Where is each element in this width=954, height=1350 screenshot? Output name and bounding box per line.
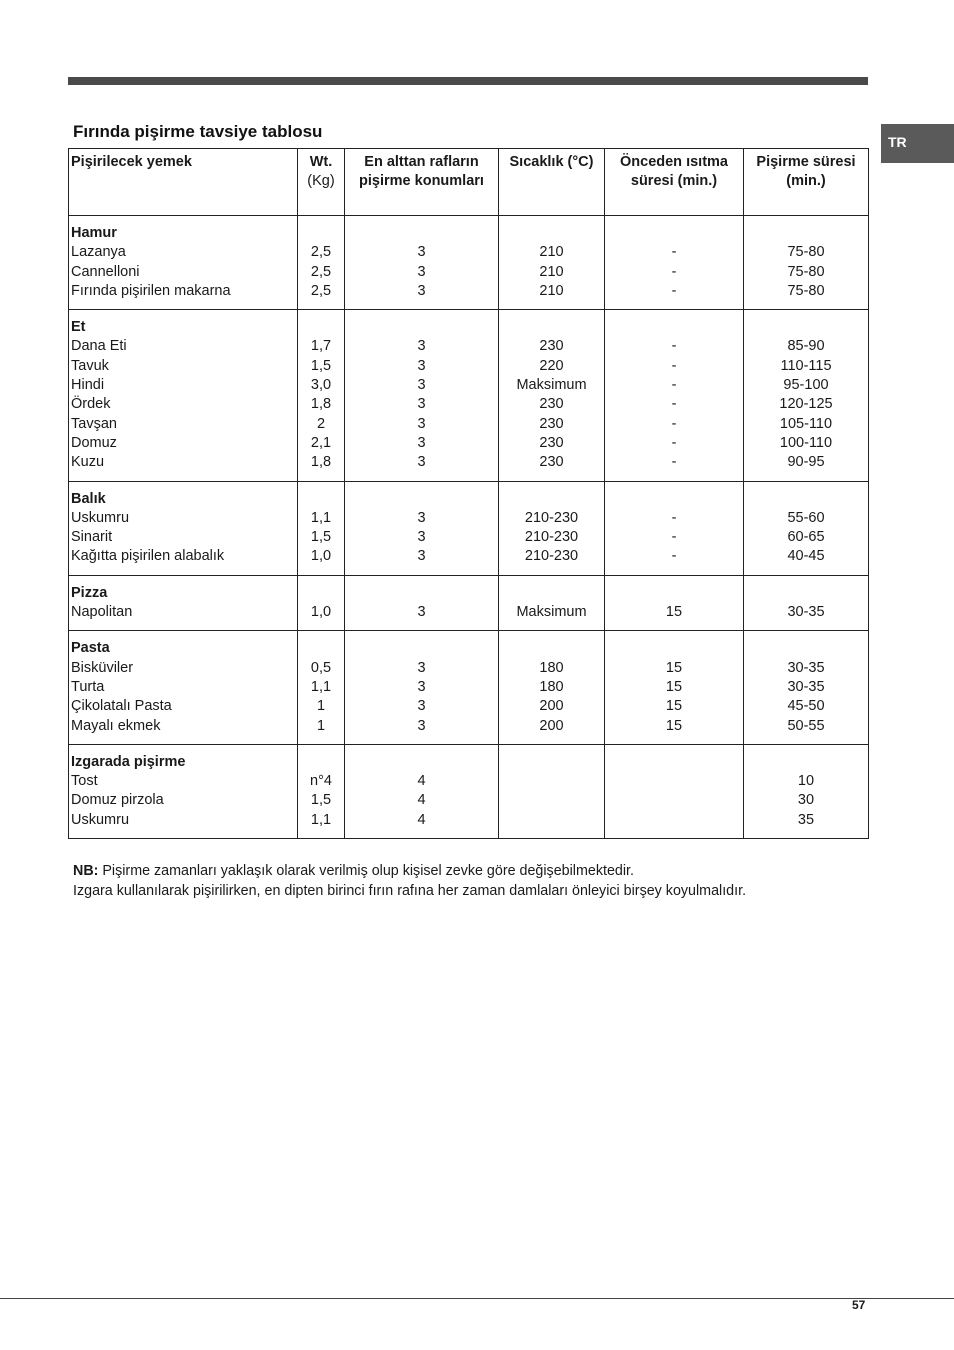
- temperature-value: 180: [539, 678, 564, 695]
- preheat-value: [605, 772, 743, 791]
- food-name: Mayalı ekmek: [71, 717, 161, 734]
- header-preheat: Önceden ısıtma süresi (min.): [605, 149, 744, 216]
- food-name: Tavşan: [71, 415, 117, 432]
- cooking-time-value: 85-90: [787, 338, 825, 355]
- preheat-value: [605, 791, 743, 810]
- rack-cell: [345, 744, 499, 838]
- food-name: Domuz: [71, 434, 117, 451]
- weight-value: 1,5: [310, 529, 332, 546]
- temperature-value: 230: [539, 338, 564, 355]
- rack-value: 3: [417, 698, 426, 715]
- weight-value: 1,8: [310, 396, 332, 413]
- weight-value: 1,1: [310, 509, 332, 526]
- food-name: Kuzu: [71, 454, 105, 471]
- food-name: Domuz pirzola: [71, 792, 164, 809]
- rack-value: 3: [417, 282, 426, 299]
- temperature-value: 230: [539, 415, 564, 432]
- rack-value: 3: [417, 717, 426, 734]
- temperature-value: [499, 791, 604, 810]
- rack-value: 3: [417, 678, 426, 695]
- food-cell: [69, 744, 298, 838]
- rack-value: 3: [417, 529, 426, 546]
- cooking-time-value: 30: [797, 792, 815, 809]
- preheat-value: -: [671, 529, 677, 546]
- cooking-time-value: 30-35: [787, 604, 825, 621]
- cooking-time-value: 90-95: [787, 454, 825, 471]
- food-name: Ördek: [71, 396, 111, 413]
- temperature-value: Maksimum: [516, 604, 587, 621]
- rack-cell: [345, 310, 499, 481]
- weight-value: 1,1: [310, 811, 332, 828]
- cooking-time-cell: [744, 481, 869, 575]
- cooking-time-value: 55-60: [787, 509, 825, 526]
- cooking-time-value: 95-100: [783, 377, 829, 394]
- temperature-value: 200: [539, 717, 564, 734]
- note-line-1: [73, 862, 746, 882]
- temperature-value: 180: [539, 659, 564, 676]
- weight-cell: [298, 575, 345, 631]
- rack-cell: [345, 216, 499, 310]
- header-weight-unit: (Kg): [307, 173, 335, 189]
- temperature-value: 220: [539, 357, 564, 374]
- weight-value: 2,5: [310, 244, 332, 261]
- preheat-cell: [605, 631, 744, 744]
- rack-value: 3: [417, 377, 426, 394]
- preheat-value: -: [671, 282, 677, 299]
- bottom-rule: [0, 1298, 954, 1299]
- food-name: Tost: [71, 773, 98, 790]
- preheat-value: 15: [665, 698, 683, 715]
- weight-value: 1,0: [310, 604, 332, 621]
- temperature-value: 210: [539, 282, 564, 299]
- rack-value: 3: [417, 659, 426, 676]
- rack-value: 4: [417, 792, 426, 809]
- food-name: Bisküviler: [71, 659, 134, 676]
- food-name: Cannelloni: [71, 263, 140, 280]
- food-cell: [69, 481, 298, 575]
- rack-value: 3: [417, 509, 426, 526]
- temperature-value: Maksimum: [516, 377, 587, 394]
- preheat-value: -: [671, 396, 677, 413]
- weight-value: 1,5: [310, 357, 332, 374]
- preheat-value: -: [671, 509, 677, 526]
- weight-value: 0,5: [310, 659, 332, 676]
- rack-value: 3: [417, 396, 426, 413]
- preheat-value: -: [671, 454, 677, 471]
- top-rule: [68, 77, 868, 85]
- temperature-value: [499, 772, 604, 791]
- food-cell: [69, 575, 298, 631]
- note-text-1: Pişirme zamanları yaklaşık olarak verilmiş olup kişisel zevke göre değişebilmektedir.: [98, 863, 634, 879]
- food-name: Çikolatalı Pasta: [71, 698, 172, 715]
- cooking-time-value: 105-110: [779, 415, 833, 432]
- temperature-value: 210-230: [524, 548, 579, 565]
- weight-value: 2,5: [310, 282, 332, 299]
- cooking-time-value: 30-35: [787, 659, 825, 676]
- preheat-value: -: [671, 415, 677, 432]
- cooking-time-cell: [744, 631, 869, 744]
- header-temperature: Sıcaklık (°C): [499, 149, 605, 216]
- weight-cell: [298, 631, 345, 744]
- cooking-time-value: 45-50: [787, 698, 825, 715]
- header-rack: En alttan rafların pişirme konumları: [345, 149, 499, 216]
- header-food: Pişirilecek yemek: [69, 149, 298, 216]
- cooking-time-value: 40-45: [787, 548, 825, 565]
- food-name: Napolitan: [71, 604, 133, 621]
- rack-value: 3: [417, 434, 426, 451]
- temperature-cell: [499, 744, 605, 838]
- food-name: Turta: [71, 678, 105, 695]
- weight-cell: [298, 744, 345, 838]
- rack-cell: [345, 631, 499, 744]
- weight-value: 1,7: [310, 338, 332, 355]
- preheat-cell: [605, 481, 744, 575]
- rack-value: 4: [417, 773, 426, 790]
- preheat-value: [605, 811, 743, 830]
- weight-cell: [298, 481, 345, 575]
- weight-value: 1,0: [310, 548, 332, 565]
- food-name: Sinarit: [71, 529, 113, 546]
- cooking-time-value: 100-110: [779, 434, 833, 451]
- temperature-value: 230: [539, 454, 564, 471]
- temperature-value: [499, 811, 604, 830]
- weight-value: 1,1: [310, 678, 332, 695]
- cooking-time-value: 60-65: [787, 529, 825, 546]
- food-name: Dana Eti: [71, 338, 127, 355]
- temperature-value: 210-230: [524, 509, 579, 526]
- food-name: Uskumru: [71, 811, 130, 828]
- food-name: Lazanya: [71, 244, 126, 261]
- header-cooking-time: Pişirme süresi (min.): [744, 149, 869, 216]
- preheat-value: -: [671, 548, 677, 565]
- temperature-value: 230: [539, 396, 564, 413]
- nb-label: NB:: [73, 863, 99, 879]
- notes: [73, 862, 746, 901]
- rack-cell: [345, 575, 499, 631]
- cooking-time-value: 110-115: [780, 357, 832, 374]
- temperature-value: 230: [539, 434, 564, 451]
- preheat-cell: [605, 310, 744, 481]
- food-name: Fırında pişirilen makarna: [71, 282, 231, 299]
- table-group-row: [69, 310, 869, 481]
- header-weight-label: Wt.: [309, 154, 333, 170]
- rack-value: 3: [417, 357, 426, 374]
- preheat-cell: [605, 216, 744, 310]
- preheat-value: -: [671, 357, 677, 374]
- temperature-value: 200: [539, 698, 564, 715]
- cooking-time-value: 30-35: [787, 678, 825, 695]
- preheat-cell: [605, 575, 744, 631]
- preheat-value: 15: [665, 604, 683, 621]
- food-cell: [69, 216, 298, 310]
- weight-cell: [298, 216, 345, 310]
- table-group-row: [69, 744, 869, 838]
- rack-cell: [345, 481, 499, 575]
- weight-value: 1: [316, 698, 326, 715]
- table-group-row: [69, 631, 869, 744]
- cooking-time-value: 120-125: [779, 396, 833, 413]
- table-group-row: [69, 216, 869, 310]
- cooking-time-value: 10: [797, 773, 815, 790]
- food-cell: [69, 631, 298, 744]
- page-title: Fırında pişirme tavsiye tablosu: [73, 122, 323, 141]
- cooking-time-value: 50-55: [787, 717, 825, 734]
- rack-value: 3: [417, 263, 426, 280]
- preheat-value: -: [671, 244, 677, 261]
- category-label: Balık: [71, 490, 106, 507]
- weight-value: n°4: [310, 773, 332, 790]
- cooking-time-cell: [744, 575, 869, 631]
- category-label: Izgarada pişirme: [71, 753, 186, 770]
- weight-value: 1,8: [310, 454, 332, 471]
- temperature-value: 210-230: [524, 529, 579, 546]
- rack-value: 3: [417, 604, 426, 621]
- cooking-time-value: 75-80: [787, 244, 825, 261]
- category-label: Et: [71, 319, 86, 336]
- rack-value: 3: [417, 338, 426, 355]
- rack-value: 4: [417, 811, 426, 828]
- temperature-value: 210: [539, 244, 564, 261]
- rack-value: 3: [417, 548, 426, 565]
- preheat-value: 15: [665, 659, 683, 676]
- weight-value: 2,5: [310, 263, 332, 280]
- food-cell: [69, 310, 298, 481]
- cooking-time-value: 75-80: [787, 263, 825, 280]
- food-name: Uskumru: [71, 509, 130, 526]
- category-label: Hamur: [71, 225, 117, 241]
- weight-cell: [298, 310, 345, 481]
- weight-value: 1: [316, 717, 326, 734]
- cooking-time-cell: [744, 310, 869, 481]
- weight-value: 2: [316, 415, 326, 432]
- rack-value: 3: [417, 454, 426, 471]
- temperature-cell: [499, 216, 605, 310]
- table-group-row: [69, 575, 869, 631]
- food-name: Kağıtta pişirilen alabalık: [71, 548, 225, 565]
- note-line-2: Izgara kullanılarak pişirilirken, en dipten birinci fırın rafına her zaman damlaları önleyici birşey koyulmalıdır.: [73, 882, 747, 899]
- preheat-value: -: [671, 338, 677, 355]
- rack-value: 3: [417, 415, 426, 432]
- food-name: Tavuk: [71, 357, 109, 374]
- table-header-row: [69, 149, 869, 216]
- preheat-value: -: [671, 377, 677, 394]
- preheat-value: -: [671, 263, 677, 280]
- cooking-time-cell: [744, 744, 869, 838]
- cooking-table: [68, 148, 869, 839]
- category-label: Pasta: [71, 640, 110, 657]
- temperature-cell: [499, 631, 605, 744]
- cooking-time-value: 35: [797, 811, 815, 828]
- page-number: 57: [852, 1298, 866, 1312]
- food-name: Hindi: [71, 377, 105, 394]
- weight-value: 2,1: [310, 434, 332, 451]
- preheat-value: 15: [665, 678, 683, 695]
- temperature-cell: [499, 575, 605, 631]
- header-weight: [298, 149, 345, 216]
- temperature-value: 210: [539, 263, 564, 280]
- weight-value: 1,5: [310, 792, 332, 809]
- rack-value: 3: [417, 244, 426, 261]
- cooking-time-cell: [744, 216, 869, 310]
- cooking-time-value: 75-80: [787, 282, 825, 299]
- table-group-row: [69, 481, 869, 575]
- category-label: Pizza: [71, 584, 108, 601]
- preheat-cell: [605, 744, 744, 838]
- preheat-value: -: [671, 434, 677, 451]
- language-tab: TR: [881, 124, 954, 163]
- temperature-cell: [499, 310, 605, 481]
- temperature-cell: [499, 481, 605, 575]
- weight-value: 3,0: [310, 377, 332, 394]
- preheat-value: 15: [665, 717, 683, 734]
